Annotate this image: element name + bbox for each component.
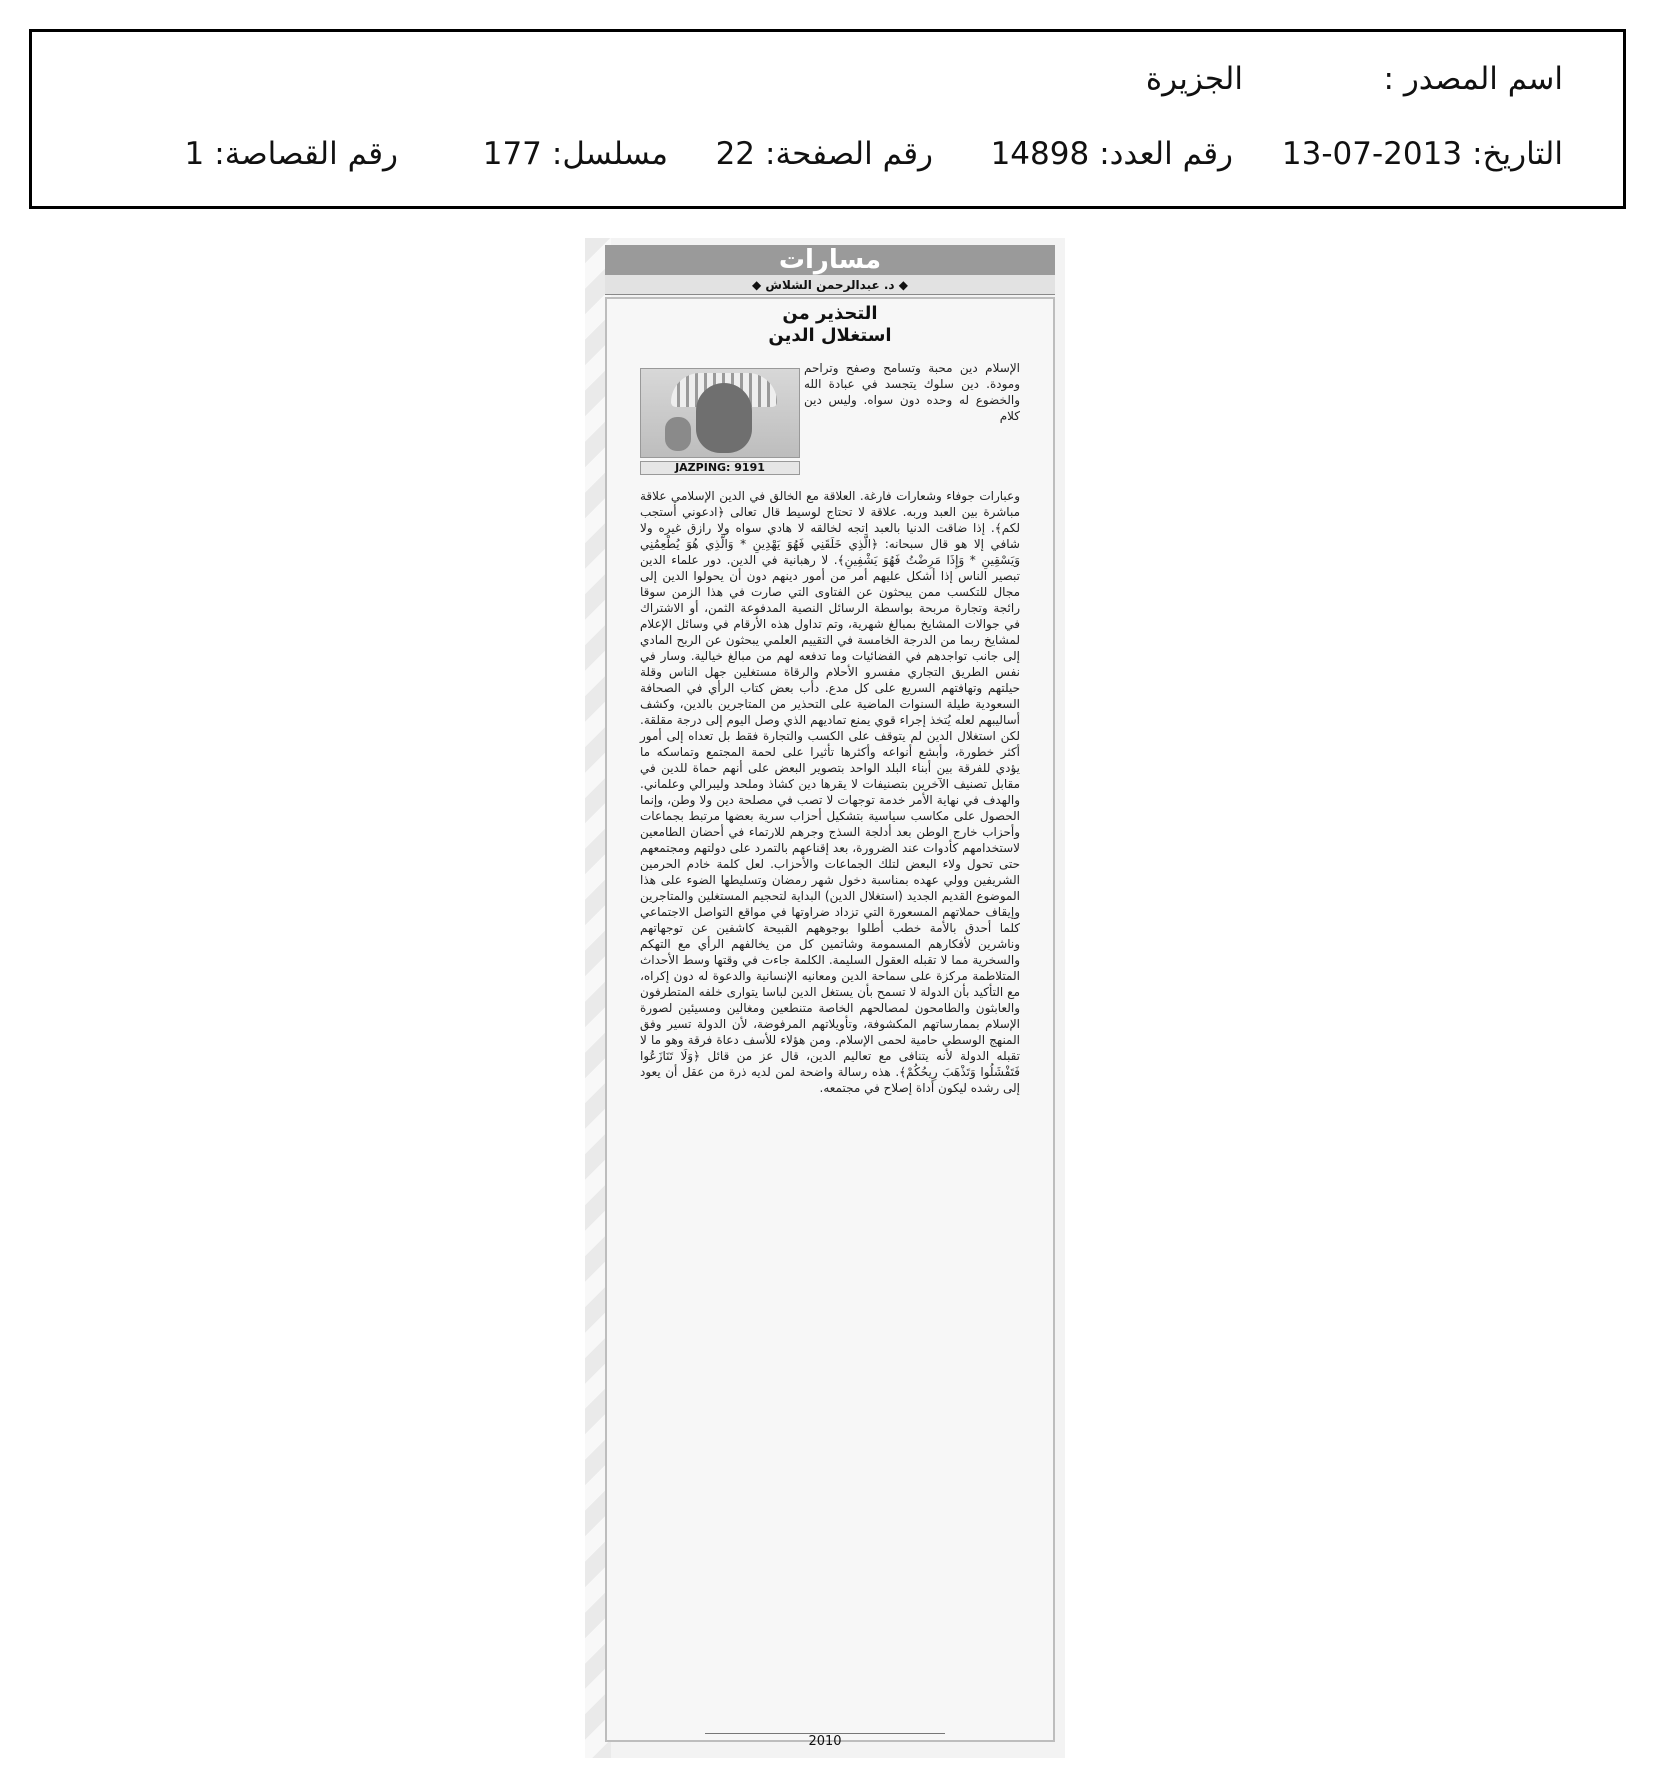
author-byline: ◆ د. عبدالرحمن الشلاش ◆ — [605, 275, 1055, 295]
issue-label: رقم العدد: — [1099, 136, 1233, 172]
issue-field — [991, 132, 1233, 176]
date-value: 2013-07-13 — [1281, 136, 1463, 172]
page-value: 22 — [715, 136, 756, 172]
page-label: رقم الصفحة: — [765, 136, 933, 172]
metadata-row-details — [32, 132, 1623, 176]
article-body-intro: الإسلام دين محبة وتسامح وصفح وتراحم ومودة. دين سلوك يتجسد في عبادة الله والخضوع له وحده دون سواه. وليس دين كلام — [804, 361, 1020, 423]
metadata-row-source — [32, 57, 1623, 101]
clip-value: 1 — [184, 136, 205, 172]
footer-number: 2010 — [808, 1734, 842, 1749]
clip-field — [185, 132, 398, 176]
hand-shape — [665, 417, 691, 451]
article-body: وعبارات جوفاء وشعارات فارغة. العلاقة مع الخالق في الدين الإسلامي علاقة مباشرة بين العبد وربه. علاقة لا تحتاج لوسيط قال تعالى ﴿ادعوني أستجب لكم﴾. إذا ضاقت الدنيا بالعبد اتجه لخالقه لا هادي سواه ولا رازق غيره ولا شافي إلا هو قال سبحانه: ﴿الَّذِي خَلَقَنِي فَهُوَ يَهْدِينِ * وَالَّذِي هُوَ يُطْعِمُنِي وَيَسْقِينِ * وَإِذَا مَرِضْتُ فَهُوَ يَشْفِينِ﴾. لا رهبانية في الدين. دور علماء الدين تبصير الناس إذا أشكل عليهم أمر من أمور دينهم دون أن يحولوا الدين إلى مجال للتكسب ممن يبحثون عن الفتاوى التي صارت في هذا الزمن سوقا رائجة وتجارة مربحة بواسطة الرسائل النصية المدفوعة الثمن، أو الاشتراك في جوالات المشايخ بمبالغ شهرية، وتم تداول هذه الأرقام في وسائل الإعلام لمشايخ ربما من الدرجة الخامسة في التقييم العلمي يبحثون عن الربح المادي إلى جانب تواجدهم في الفضائيات وما تدفعه لهم من مبالغ خيالية. وسار في نفس الطريق التجاري مفسرو الأحلام والرقاة مستغلين جهل الناس وقلة حيلتهم وتهافتهم السريع على كل مدع. دأب بعض كتاب الرأي في الصحافة السعودية طيلة السنوات الماضية على التحذير من المتاجرين بالدين، وكشف أساليبهم لعله يُتخذ إجراء قوي يمنع تماديهم الذي وصل اليوم إلى درجة مقلقة. لكن استغلال الدين لم يتوقف على الكسب والتجارة فقط بل تعداه إلى أمور أكثر خطورة، وأبشع أنواعه وأكثرها تأثيرا على لحمة المجتمع وتماسكه ما يؤدي للفرقة بين أبناء البلد الواحد بتصوير البعض على أنهم حماة للدين في مقابل تصنيف الآخرين بتصنيفات لا يقرها دين كشاذ وملحد وليبرالي وعلماني. والهدف في نهاية الأمر خدمة توجهات لا تصب في مصلحة دين ولا وطن، وإنما الحصول على مكاسب سياسية بتشكيل أحزاب سرية بعضها مرتبط بجماعات وأحزاب خارج الوطن بعد أدلجة السذج وجرهم للارتماء في أحضان الطامعين لاستخدامهم كأدوات عند الضرورة، بعد إقناعهم بالتمرد على دولتهم ومجتمعهم حتى تحول ولاء البعض لتلك الجماعات والأحزاب. لعل كلمة خادم الحرمين الشريفين وولي عهده بمناسبة دخول شهر رمضان وتسليطها الضوء على هذا الموضوع القديم الجديد (استغلال الدين) البداية لتحجيم المستغلين والمتاجرين وإيقاف حملاتهم المسعورة التي تزداد ضراوتها في مواقع التواصل الاجتماعي كلما أحدق بالأمة خطب أطلوا بوجوههم القبيحة كاشفين عن توجهاتهم وناشرين لأفكارهم المسمومة وشاتمين كل من يخالفهم الرأي مع التهكم والسخرية مما لا تقبله العقول السليمة. الكلمة جاءت في وقتها وسط الأحداث المتلاطمة مركزة على سماحة الدين ومعانيه الإنسانية والدعوة له دون إكراه، مع التأكيد بأن الدولة لا تسمح بأن يستغل الدين لباسا يتوارى خلفه المتطرفون والعابثون والطامحون لمصالحهم الخاصة متنطعين ومغالين ومسيئين لصورة الإسلام بممارساتهم المكشوفة، وتأويلاتهم المرفوضة، لأن الدولة تسير وفق المنهج الوسطي حامية لحمى الإسلام. ومن هؤلاء للأسف دعاة فرقة وهو ما لا تقبله الدولة لأنه يتنافى مع تعاليم الدين، قال عز من قائل ﴿وَلَا تَنَازَعُوا فَتَفْشَلُوا وَتَذْهَبَ رِيحُكُمْ﴾. هذه رسالة واضحة لمن لديه ذرة من عقل أن يعود إلى رشده ليكون أداة إصلاح في مجتمعه. — [640, 489, 1020, 1095]
serial-value: 177 — [482, 136, 542, 172]
article-title-line-2: استغلال الدين — [768, 325, 892, 346]
clipping-metadata-box — [29, 29, 1626, 209]
article-title — [610, 303, 1050, 347]
serial-field — [483, 132, 668, 176]
date-label: التاريخ: — [1472, 136, 1563, 172]
photo-caption: JAZPING: 9191 — [640, 461, 800, 475]
author-photo — [640, 368, 800, 458]
clip-label: رقم القصاصة: — [214, 136, 398, 172]
page-field — [716, 132, 933, 176]
serial-label: مسلسل: — [551, 136, 668, 172]
column-banner: مسارات — [605, 245, 1055, 275]
source-label: اسم المصدر : — [1383, 61, 1563, 97]
issue-value: 14898 — [990, 136, 1090, 172]
face-shape — [696, 383, 752, 453]
source-value: الجزيرة — [1145, 61, 1243, 97]
date-field — [1282, 132, 1563, 176]
article-title-line-1: التحذير من — [782, 303, 878, 324]
